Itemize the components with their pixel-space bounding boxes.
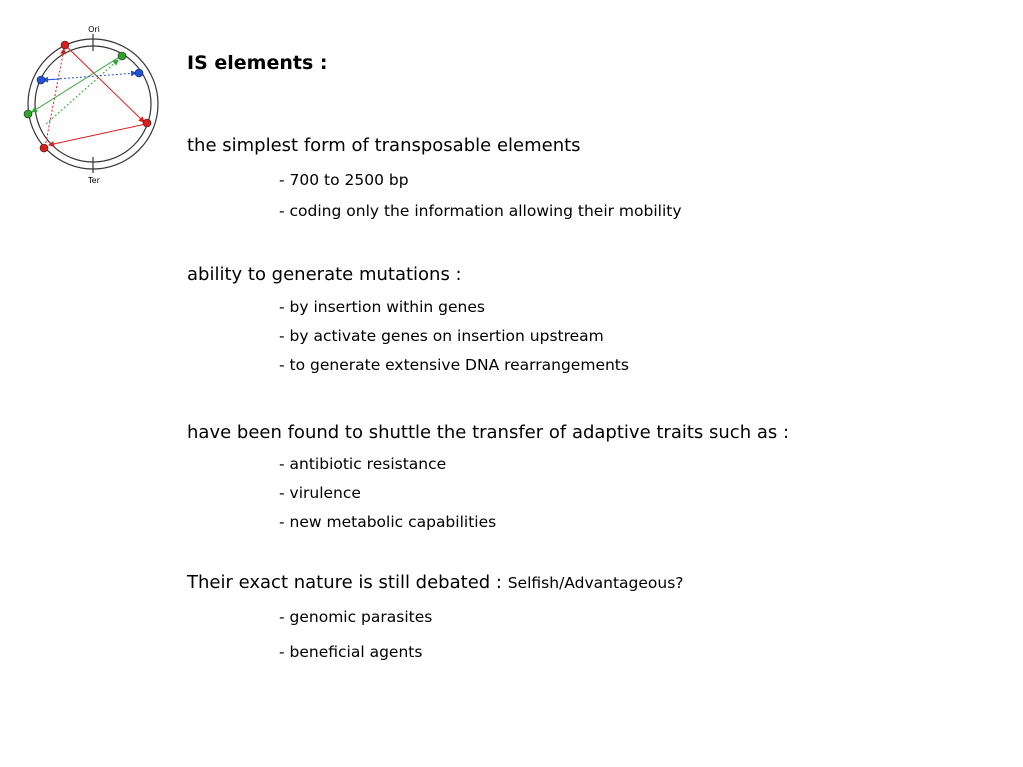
- section-heading-nature: [187, 572, 684, 593]
- section-heading-nature-suffix: Selfish/Advantageous?: [507, 574, 684, 592]
- green-dot-top-right: [118, 52, 126, 60]
- red-arrow-1: [66, 46, 144, 122]
- list-item: - virulence: [279, 484, 361, 502]
- section-heading-adaptive-traits: have been found to shuttle the transfer of adaptive traits such as :: [187, 422, 790, 443]
- red-arrow-2: [49, 124, 146, 145]
- list-item: - 700 to 2500 bp: [279, 171, 409, 189]
- section-heading-nature-text: Their exact nature is still debated :: [187, 572, 502, 593]
- section-heading-simplest-form: the simplest form of transposable elements: [187, 135, 581, 156]
- list-item: - genomic parasites: [279, 608, 433, 626]
- green-dot-left: [24, 110, 32, 118]
- red-dot-right: [143, 119, 151, 127]
- list-item: - antibiotic resistance: [279, 455, 447, 473]
- section-heading-mutations: ability to generate mutations :: [187, 264, 462, 285]
- chromosome-diagram: [18, 20, 168, 190]
- list-item: - new metabolic capabilities: [279, 513, 497, 531]
- page-title: IS elements :: [187, 52, 328, 74]
- ori-label: Ori: [88, 25, 100, 34]
- ter-label: Ter: [88, 176, 100, 185]
- list-item: - by activate genes on insertion upstream: [279, 327, 604, 345]
- green-dotted-arrow: [46, 60, 118, 124]
- red-dot-bottom-left: [40, 144, 48, 152]
- list-item: - beneficial agents: [279, 643, 423, 661]
- green-arrow: [32, 56, 121, 112]
- list-item: - to generate extensive DNA rearrangements: [279, 356, 629, 374]
- blue-dot-right: [135, 69, 143, 77]
- blue-dot-left: [37, 76, 45, 84]
- list-item: - by insertion within genes: [279, 298, 485, 316]
- list-item: - coding only the information allowing their mobility: [279, 202, 682, 220]
- red-dot-top: [61, 41, 69, 49]
- blue-dotted-arrow-back: [43, 79, 60, 80]
